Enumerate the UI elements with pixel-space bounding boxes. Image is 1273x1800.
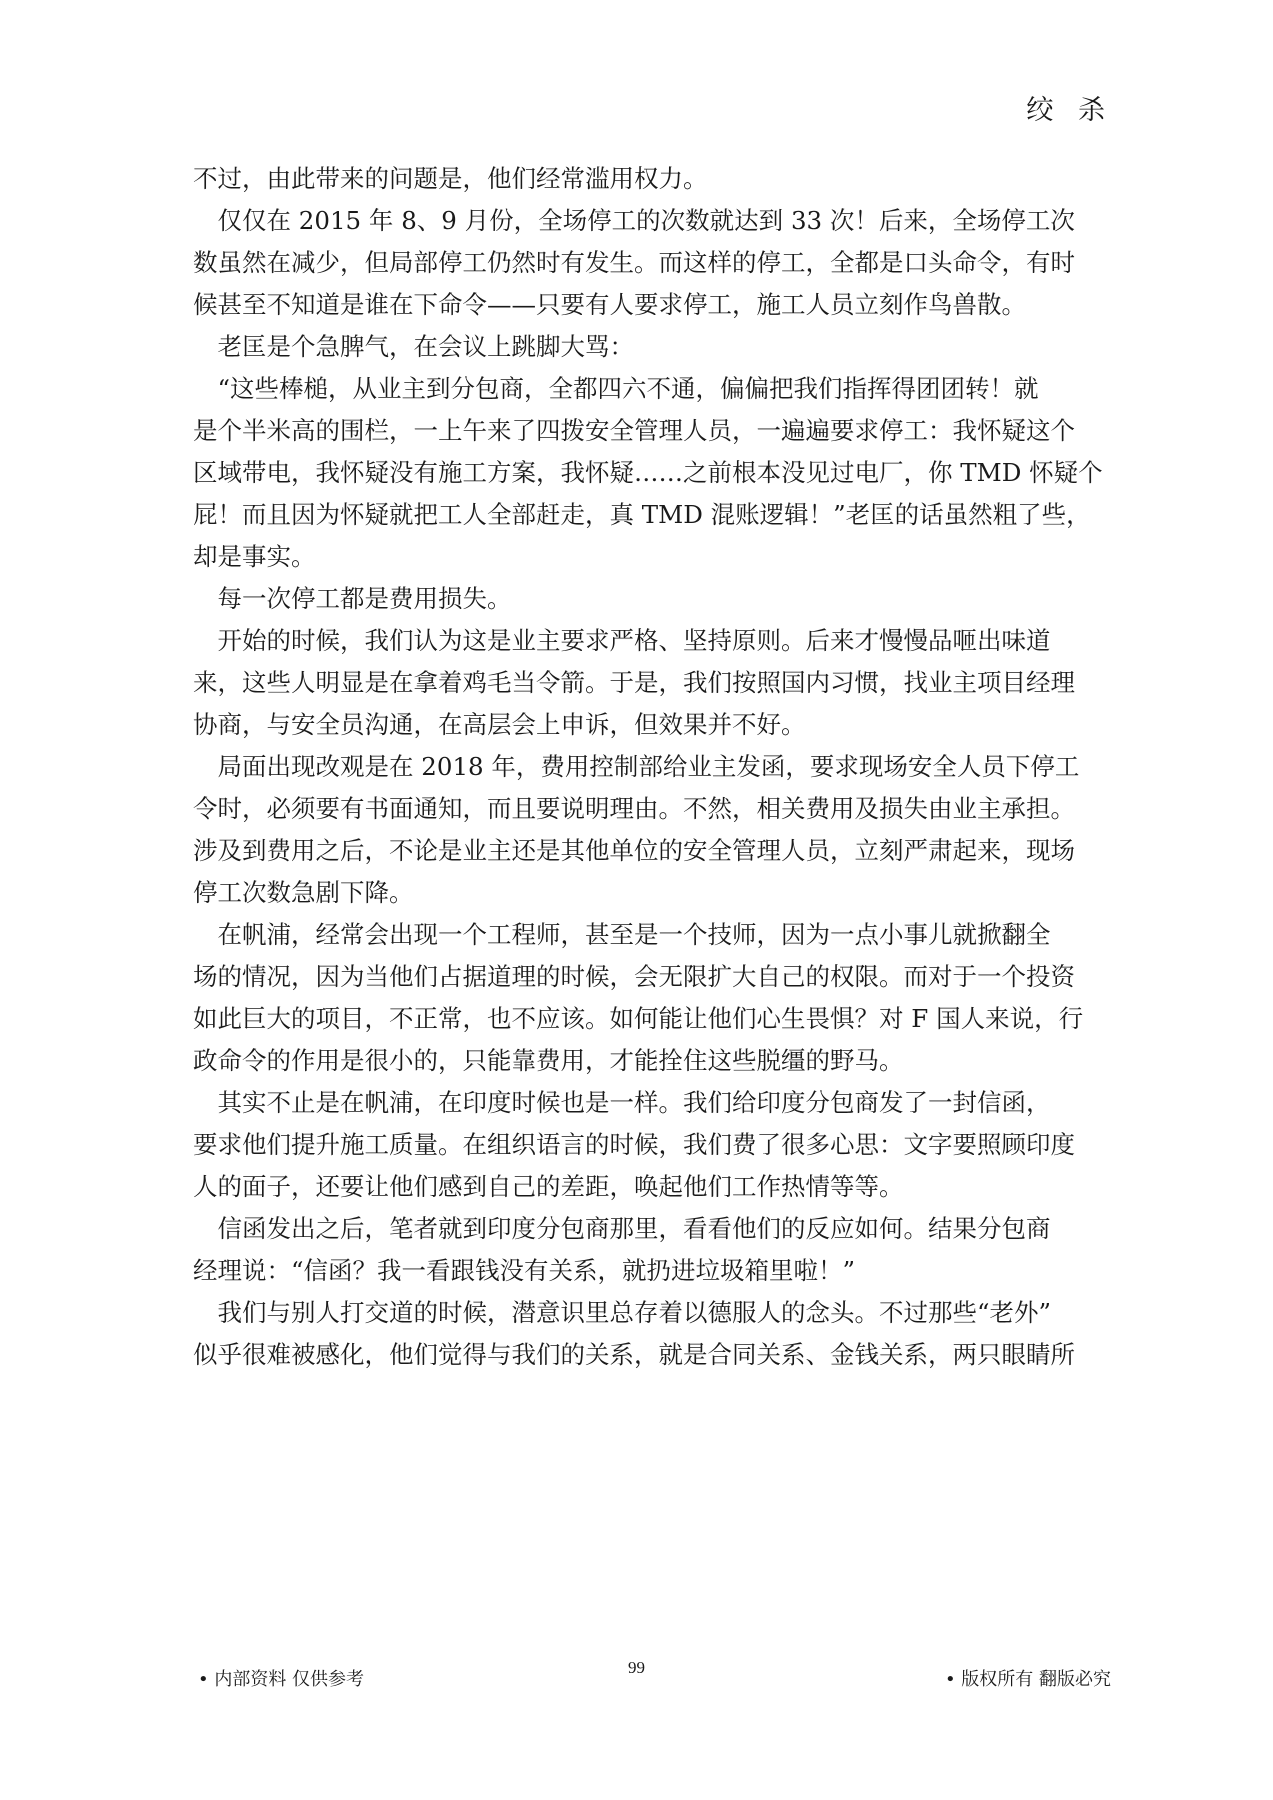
text-line: 每一次停工都是费用损失。	[193, 584, 512, 613]
text-line: 政命令的作用是很小的，只能靠费用，才能拴住这些脱缰的野马。	[193, 1046, 904, 1075]
text-line: 是个半米高的围栏，一上午来了四拨安全管理人员，一遍遍要求停工：我怀疑这个	[193, 416, 1075, 445]
text-line: 如此巨大的项目，不正常，也不应该。如何能让他们心生畏惧？对 F 国人来说，行	[193, 1004, 1084, 1033]
text-line: 人的面子，还要让他们感到自己的差距，唤起他们工作热情等等。	[193, 1172, 904, 1201]
text-line: 开始的时候，我们认为这是业主要求严格、坚持原则。后来才慢慢品咂出味道	[193, 626, 1051, 655]
running-head: 绞 杀	[1026, 95, 1113, 126]
text-line: 仅仅在 2015 年 8、9 月份，全场停工的次数就达到 33 次！后来，全场停工次	[193, 206, 1075, 235]
text-line: 停工次数急剧下降。	[193, 878, 414, 907]
text-line: 老匡是个急脾气，在会议上跳脚大骂：	[193, 332, 634, 361]
text-line: 涉及到费用之后，不论是业主还是其他单位的安全管理人员，立刻严肃起来，现场	[193, 836, 1075, 865]
text-line: 屁！而且因为怀疑就把工人全部赶走，真 TMD 混账逻辑！”老匡的话虽然粗了些，	[193, 500, 1091, 529]
text-line: 我们与别人打交道的时候，潜意识里总存着以德服人的念头。不过那些“老外”	[193, 1298, 1052, 1327]
text-line: 似乎很难被感化，他们觉得与我们的关系，就是合同关系、金钱关系，两只眼睛所	[193, 1340, 1075, 1369]
text-line: 候甚至不知道是谁在下命令——只要有人要求停工，施工人员立刻作鸟兽散。	[193, 290, 1026, 319]
page-number: 99	[628, 1658, 645, 1677]
body-text	[193, 158, 1115, 1376]
text-line: 数虽然在减少，但局部停工仍然时有发生。而这样的停工，全都是口头命令，有时	[193, 248, 1075, 277]
text-line: 不过，由此带来的问题是，他们经常滥用权力。	[193, 164, 708, 193]
text-line: 在帆浦，经常会出现一个工程师，甚至是一个技师，因为一点小事儿就掀翻全	[193, 920, 1051, 949]
text-line: 要求他们提升施工质量。在组织语言的时候，我们费了很多心思：文字要照顾印度	[193, 1130, 1075, 1159]
text-line: 却是事实。	[193, 542, 316, 571]
text-line: 经理说：“信函？我一看跟钱没有关系，就扔进垃圾箱里啦！”	[193, 1256, 856, 1285]
text-line: 区域带电，我怀疑没有施工方案，我怀疑……之前根本没见过电厂，你 TMD 怀疑个	[193, 458, 1103, 487]
text-line: 其实不止是在帆浦，在印度时候也是一样。我们给印度分包商发了一封信函，	[193, 1088, 1051, 1117]
footer-right-notice: • 版权所有 翻版必究	[944, 1669, 1111, 1690]
text-line: 信函发出之后，笔者就到印度分包商那里，看看他们的反应如何。结果分包商	[193, 1214, 1051, 1243]
text-line: 局面出现改观是在 2018 年，费用控制部给业主发函，要求现场安全人员下停工	[193, 752, 1080, 781]
text-line: 来，这些人明显是在拿着鸡毛当令箭。于是，我们按照国内习惯，找业主项目经理	[193, 668, 1075, 697]
text-line: 令时，必须要有书面通知，而且要说明理由。不然，相关费用及损失由业主承担。	[193, 794, 1075, 823]
footer-left-notice: • 内部资料 仅供参考	[198, 1669, 365, 1690]
text-line: 协商，与安全员沟通，在高层会上申诉，但效果并不好。	[193, 710, 806, 739]
text-line: 场的情况，因为当他们占据道理的时候，会无限扩大自己的权限。而对于一个投资	[193, 962, 1075, 991]
text-line: “这些棒槌，从业主到分包商，全都四六不通，偏偏把我们指挥得团团转！就	[193, 374, 1039, 403]
